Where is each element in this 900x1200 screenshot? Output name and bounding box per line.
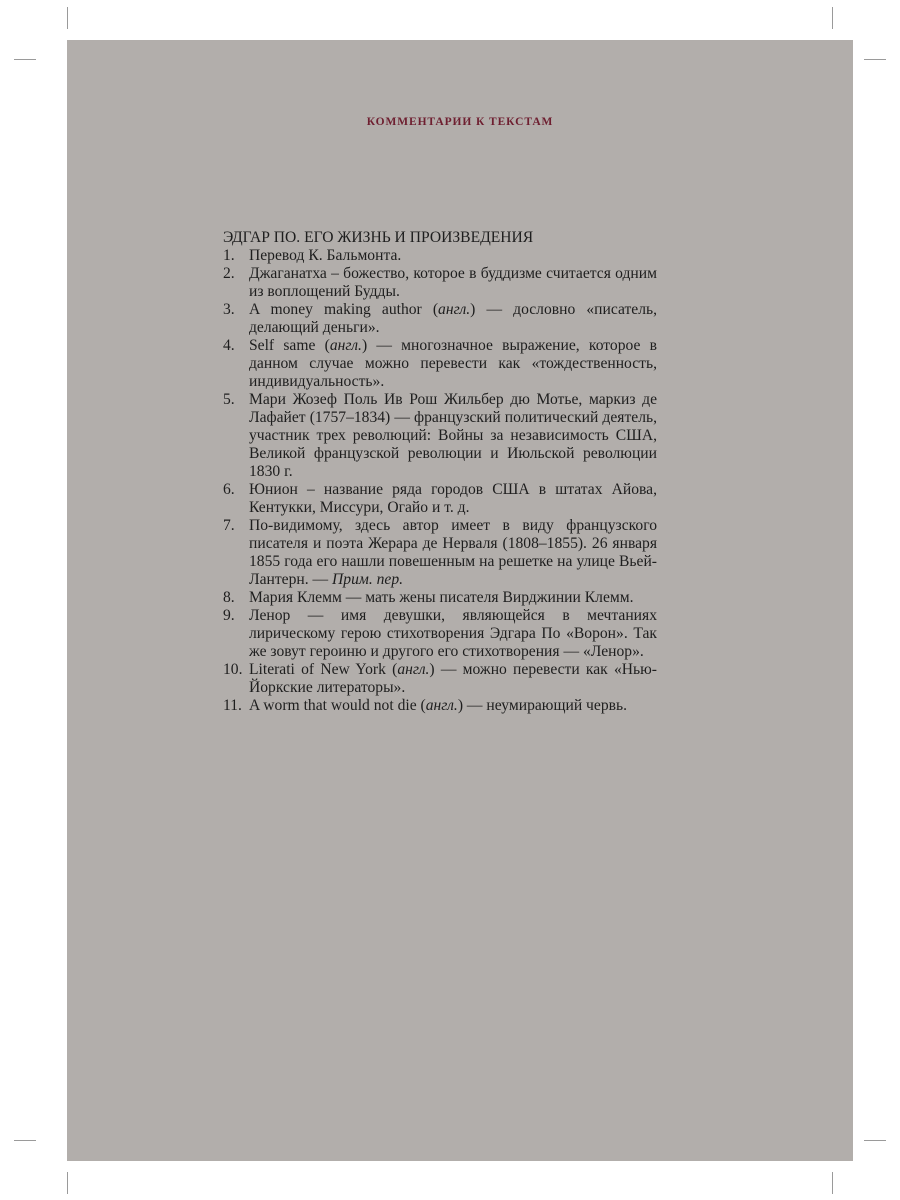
crop-mark-top-left [67, 7, 68, 29]
note-2 [223, 265, 657, 301]
note-10 [223, 661, 657, 697]
page-content [223, 229, 657, 715]
note-number: 7. [223, 517, 235, 534]
note-6 [223, 481, 657, 517]
note-text: Мария Клемм — мать жены писателя Вирджинии Клемм. [249, 589, 634, 606]
note-4 [223, 337, 657, 391]
note-number: 5. [223, 391, 235, 408]
note-text: Literati of New York (англ.) — можно перевести как «Нью-Йоркские литераторы». [249, 661, 657, 696]
note-number: 11. [223, 697, 242, 714]
note-number: 4. [223, 337, 235, 354]
note-text: Ленор — имя девушки, являющейся в мечтаниях лирическому герою стихотворения Эдгара По «Ворон». Так же зовут героиню и другого его стихотворения — «Ленор». [249, 607, 657, 660]
crop-mark-bottom-left [67, 1172, 68, 1194]
note-number: 10. [223, 661, 243, 678]
note-text: Мари Жозеф Поль Ив Рош Жильбер дю Мотье, маркиз де Лафайет (1757–1834) — французский политический деятель, участник трех революций: Войны за независимость США, Великой французской революции и Июльской революции 1830 г. [249, 391, 657, 480]
note-8 [223, 589, 657, 607]
note-number: 1. [223, 247, 235, 264]
crop-mark-bottom-right [832, 1172, 833, 1194]
note-3 [223, 301, 657, 337]
note-5 [223, 391, 657, 481]
crop-mark-left-top [14, 59, 36, 60]
crop-mark-top-right [832, 7, 833, 29]
note-number: 3. [223, 301, 235, 318]
note-7 [223, 517, 657, 589]
section-title: ЭДГАР ПО. ЕГО ЖИЗНЬ И ПРОИЗВЕДЕНИЯ [223, 229, 534, 246]
note-number: 9. [223, 607, 235, 624]
note-text: По-видимому, здесь автор имеет в виду французского писателя и поэта Жерара де Нерваля (1808–1855). 26 января 1855 года его нашли повешенным на решетке на улице Вьей-Лантерн. — Прим. пер. [249, 517, 657, 588]
running-head: КОММЕНТАРИИ К ТЕКСТАМ [366, 116, 554, 128]
note-text: Юнион – название ряда городов США в штатах Айова, Кентукки, Миссури, Огайо и т. д. [249, 481, 657, 516]
note-text: Перевод К. Бальмонта. [249, 247, 402, 264]
note-number: 2. [223, 265, 235, 282]
crop-mark-right-top [864, 59, 886, 60]
note-text: Self same (англ.) — многозначное выражение, которое в данном случае можно перевести как «тождественность, индивидуальность». [249, 337, 657, 390]
note-9 [223, 607, 657, 661]
note-1 [223, 247, 657, 265]
note-text: A worm that would not die (англ.) — неумирающий червь. [249, 697, 627, 714]
note-11 [223, 697, 657, 715]
notes-list [223, 247, 657, 715]
note-text: Джаганатха – божество, которое в буддизме считается одним из воплощений Будды. [249, 265, 657, 300]
book-page [67, 40, 853, 1161]
note-text: A money making author (англ.) — дословно «писатель, делающий деньги». [249, 301, 658, 336]
crop-mark-right-bottom [864, 1140, 886, 1141]
crop-mark-left-bottom [14, 1140, 36, 1141]
note-number: 8. [223, 589, 235, 606]
note-number: 6. [223, 481, 235, 498]
